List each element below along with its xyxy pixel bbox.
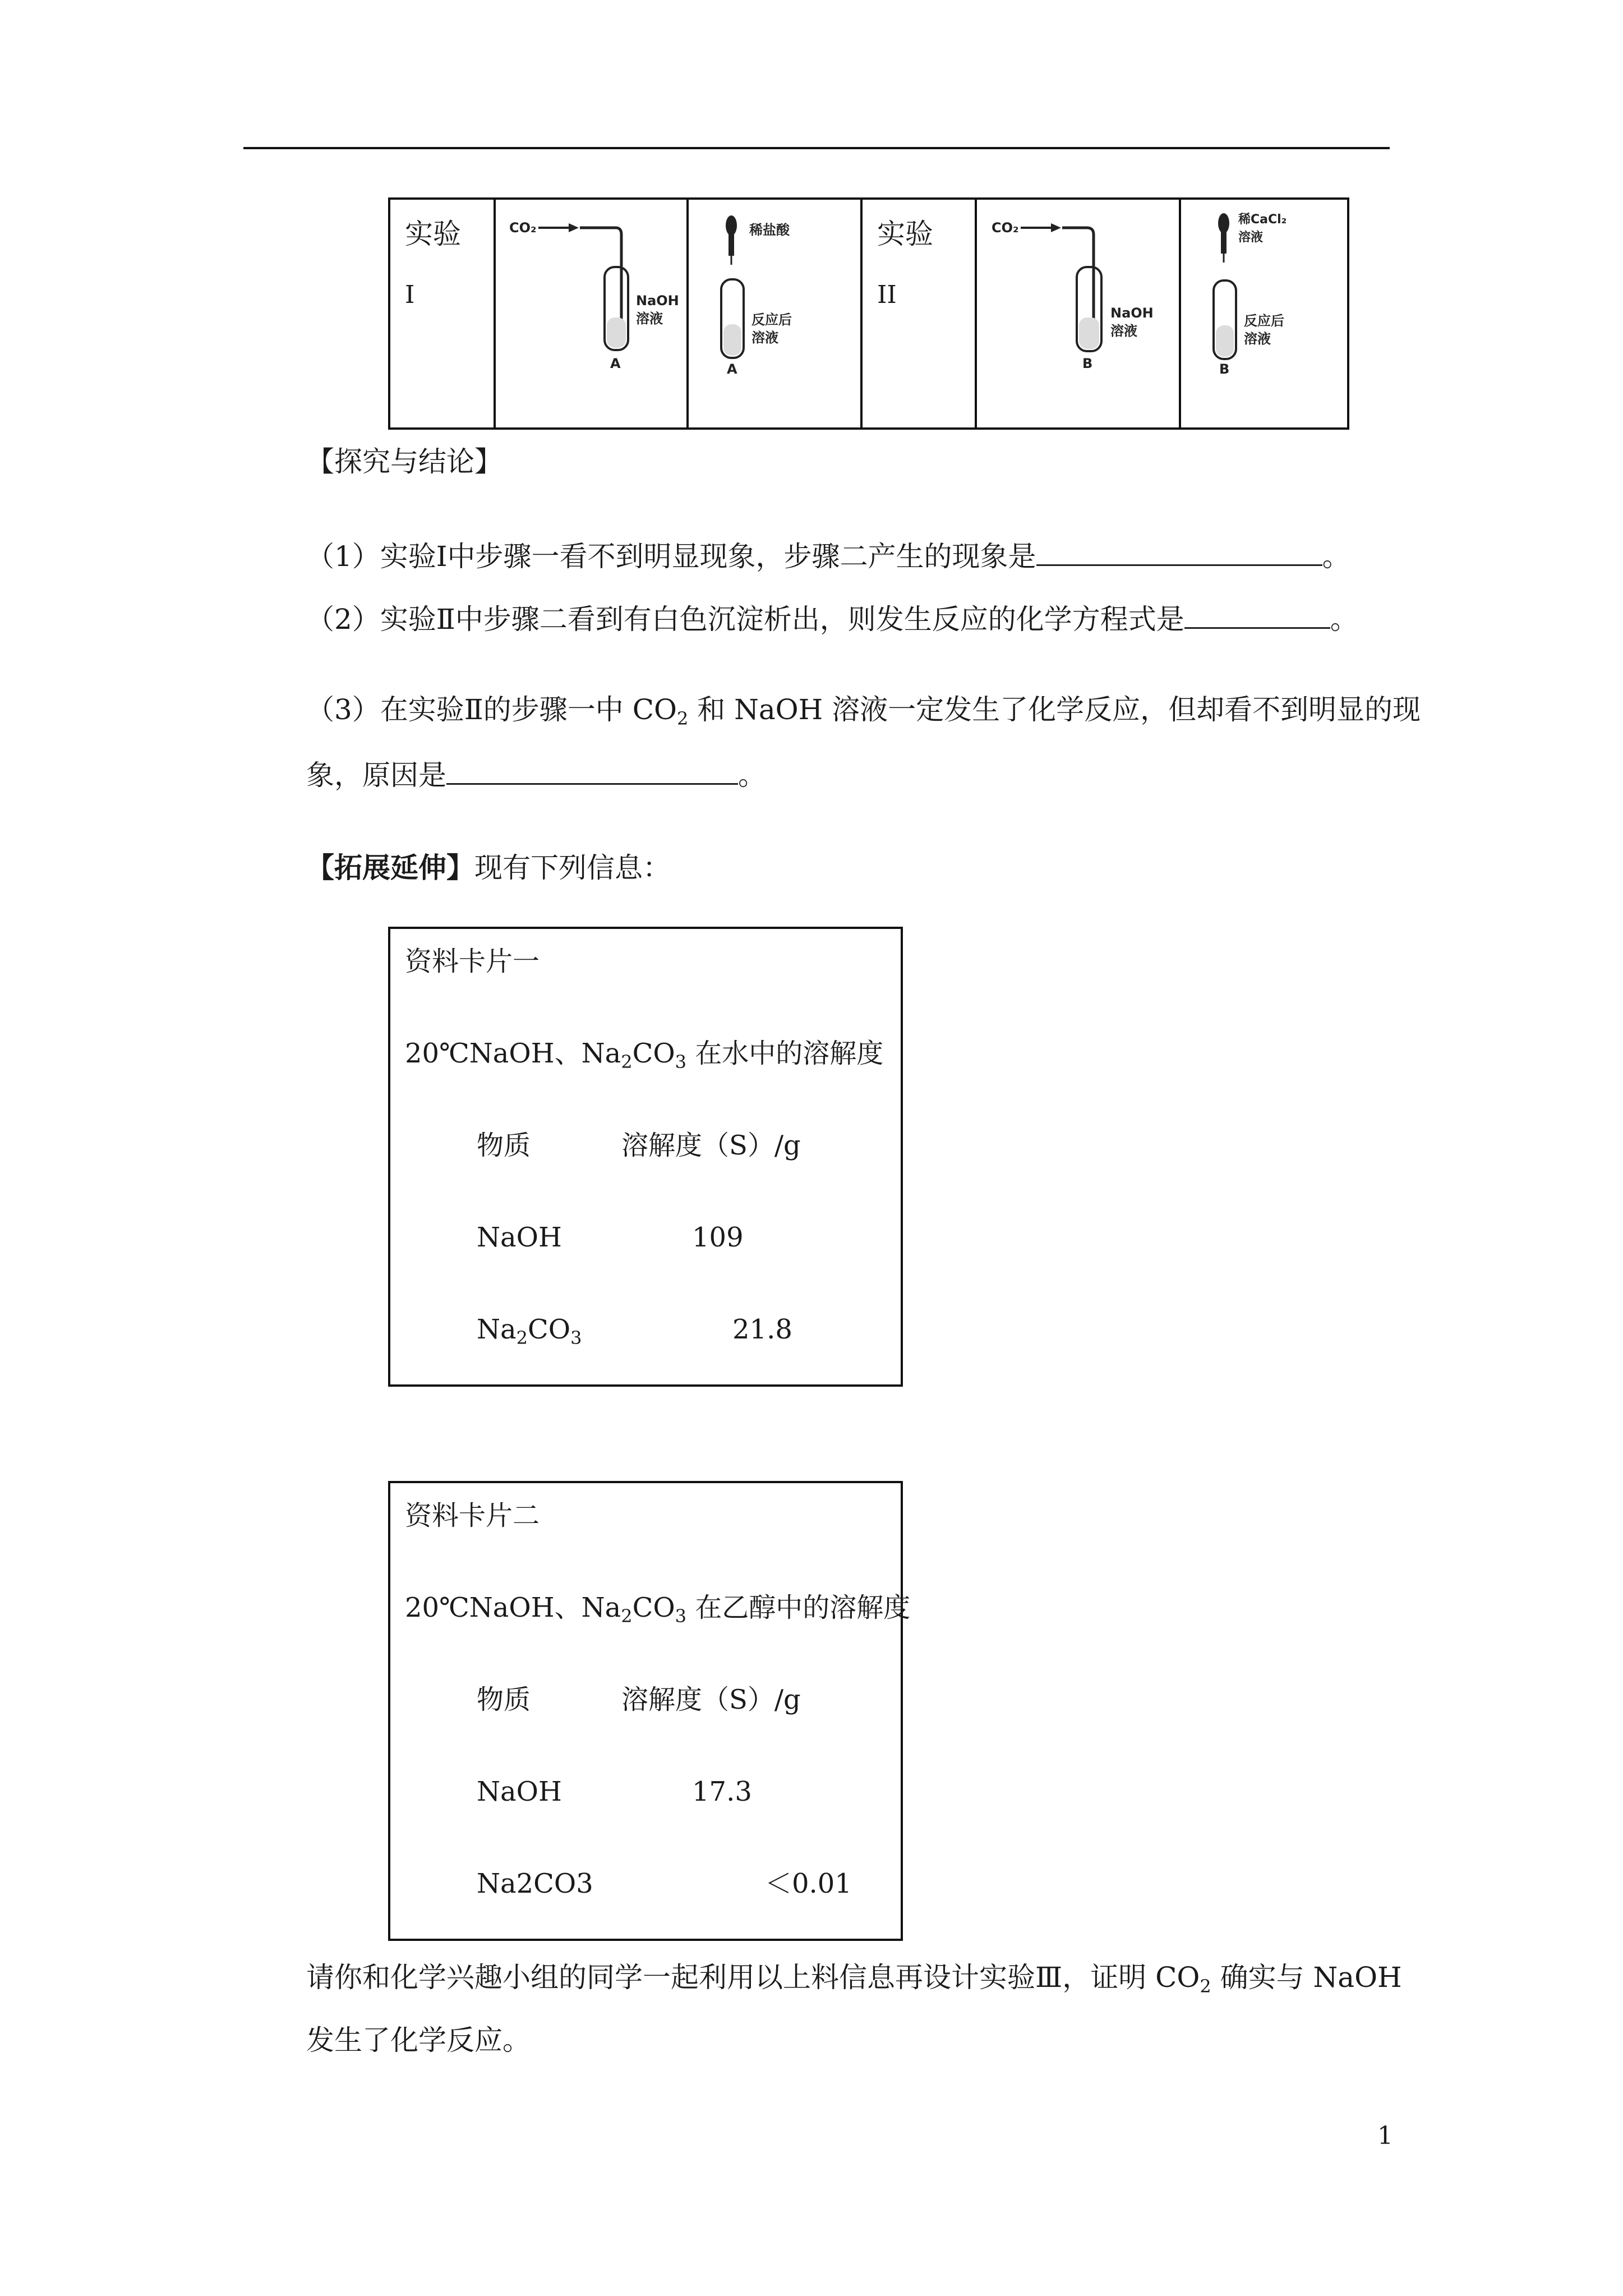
- closing-text-a: 请你和化学兴趣小组的同学一起利用以上料信息再设计实验Ⅲ，证明 CO: [306, 1961, 1200, 1994]
- closing-line-1: [306, 1961, 1402, 1997]
- subscript: 2: [621, 1051, 633, 1073]
- solution-label-line1: 反应后: [751, 312, 792, 328]
- closing-line-2: 发生了化学反应。: [306, 2024, 531, 2056]
- question-3-line-2: [306, 758, 766, 792]
- question-3-text-b: 和 NaOH 溶液一定发生了化学反应，但却看不到明显的现: [688, 693, 1421, 726]
- card-2-subtitle-c: 在乙醇中的溶解度: [686, 1592, 911, 1623]
- question-1-end: 。: [1322, 540, 1350, 573]
- solution-label-line1: NaOH: [636, 293, 679, 309]
- question-2-end: 。: [1330, 603, 1358, 636]
- gas-label: CO₂: [509, 220, 537, 236]
- card-1-header-substance: 物质: [477, 1130, 531, 1161]
- question-3-answer-blank[interactable]: [446, 758, 738, 785]
- co2-subscript: 2: [1200, 1976, 1211, 1997]
- substance-part: Na: [477, 1314, 517, 1345]
- tube-label: B: [1219, 361, 1230, 374]
- card-2-header-solubility: 溶解度（S）/g: [621, 1684, 801, 1715]
- experiment-1-step2-cell: [686, 200, 860, 427]
- card-2-row-2-value: ＜0.01: [765, 1868, 852, 1899]
- question-2-answer-blank[interactable]: [1184, 602, 1330, 629]
- reagent-label: 稀盐酸: [749, 222, 790, 238]
- solution-label-line2: 溶液: [1244, 331, 1271, 347]
- question-2: [306, 602, 1358, 636]
- question-1-text: （1）实验Ⅰ中步骤一看不到明显现象，步骤二产生的现象是: [306, 540, 1036, 573]
- solution-label-line2: 溶液: [1110, 323, 1137, 339]
- card-1-subtitle-b: CO: [632, 1038, 675, 1069]
- card-1-row-2-substance: [477, 1314, 582, 1349]
- subscript: 3: [675, 1605, 687, 1627]
- solution-label-line1: NaOH: [1110, 305, 1154, 321]
- closing-text-b: 确实与 NaOH: [1211, 1961, 1402, 1994]
- card-2-row-1-value: 17.3: [692, 1776, 752, 1807]
- solution-label-line2: 溶液: [751, 330, 778, 346]
- question-3-text-c: 象，原因是: [306, 759, 446, 792]
- experiment-table: [388, 197, 1349, 430]
- tube-label: A: [610, 356, 621, 371]
- co2-into-naoh-tube-a-figure: [506, 211, 680, 374]
- question-1: [306, 540, 1350, 573]
- experiment-1-label-cell: [390, 200, 494, 427]
- card-1-header-solubility: 溶解度（S）/g: [621, 1130, 801, 1161]
- card-1-subtitle: [405, 1038, 884, 1073]
- section-extend-heading: 【拓展延伸】: [306, 851, 474, 884]
- experiment-1-step1-cell: [494, 200, 686, 427]
- cacl2-dropper-tube-b-figure: [1201, 205, 1341, 374]
- tube-label: A: [727, 361, 737, 375]
- experiment-1-label: 实验: [405, 218, 461, 250]
- question-3-line-1: [306, 693, 1421, 729]
- subscript: 2: [621, 1605, 633, 1627]
- question-3-text-a: （3）在实验Ⅱ的步骤一中 CO: [306, 693, 677, 726]
- experiment-2-number: II: [877, 280, 897, 309]
- card-1-row-1-substance: NaOH: [477, 1222, 562, 1253]
- card-1-title: 资料卡片一: [405, 946, 540, 977]
- experiment-1-number: I: [405, 280, 415, 309]
- subscript: 2: [516, 1327, 528, 1349]
- gas-label: CO₂: [992, 220, 1019, 236]
- section-extend: [306, 851, 671, 884]
- subscript: 3: [570, 1327, 582, 1349]
- question-1-answer-blank[interactable]: [1036, 540, 1322, 566]
- co2-subscript: 2: [676, 708, 689, 729]
- header-rule: [243, 147, 1390, 149]
- card-2-title: 资料卡片二: [405, 1500, 540, 1531]
- card-1-row-1-value: 109: [692, 1222, 744, 1253]
- page-number: 1: [1377, 2122, 1393, 2150]
- solution-label-line1: 反应后: [1244, 313, 1284, 329]
- section-inquiry-heading: 【探究与结论】: [306, 445, 502, 478]
- card-2-subtitle-a: 20℃NaOH、Na: [405, 1592, 621, 1623]
- hcl-dropper-tube-a-figure: [709, 206, 855, 375]
- card-2-row-2-substance: Na2CO3: [477, 1868, 593, 1899]
- card-2-row-1-substance: NaOH: [477, 1776, 562, 1807]
- question-3-end: 。: [738, 759, 766, 792]
- experiment-2-step2-cell: [1179, 200, 1349, 427]
- card-2-header-substance: 物质: [477, 1684, 531, 1715]
- tube-label: B: [1082, 356, 1093, 371]
- reagent-label-line2: 溶液: [1238, 231, 1264, 245]
- subscript: 3: [675, 1051, 687, 1073]
- substance-part: CO: [527, 1314, 571, 1345]
- question-2-text: （2）实验Ⅱ中步骤二看到有白色沉淀析出，则发生反应的化学方程式是: [306, 603, 1184, 636]
- solution-label-line2: 溶液: [636, 311, 663, 326]
- experiment-2-step1-cell: [975, 200, 1179, 427]
- experiment-2-label: 实验: [877, 218, 933, 250]
- card-1-subtitle-c: 在水中的溶解度: [686, 1038, 884, 1069]
- card-2-subtitle: [405, 1592, 911, 1627]
- data-card-1: [388, 927, 903, 1387]
- reagent-label-line1: 稀CaCl₂: [1238, 213, 1287, 227]
- card-1-row-2-value: 21.8: [732, 1314, 792, 1345]
- co2-into-naoh-tube-b-figure: [988, 211, 1173, 374]
- data-card-2: [388, 1481, 911, 1941]
- section-extend-text: 现有下列信息：: [474, 852, 671, 884]
- card-1-subtitle-a: 20℃NaOH、Na: [405, 1038, 621, 1069]
- experiment-2-label-cell: [860, 200, 975, 427]
- card-2-subtitle-b: CO: [632, 1592, 675, 1623]
